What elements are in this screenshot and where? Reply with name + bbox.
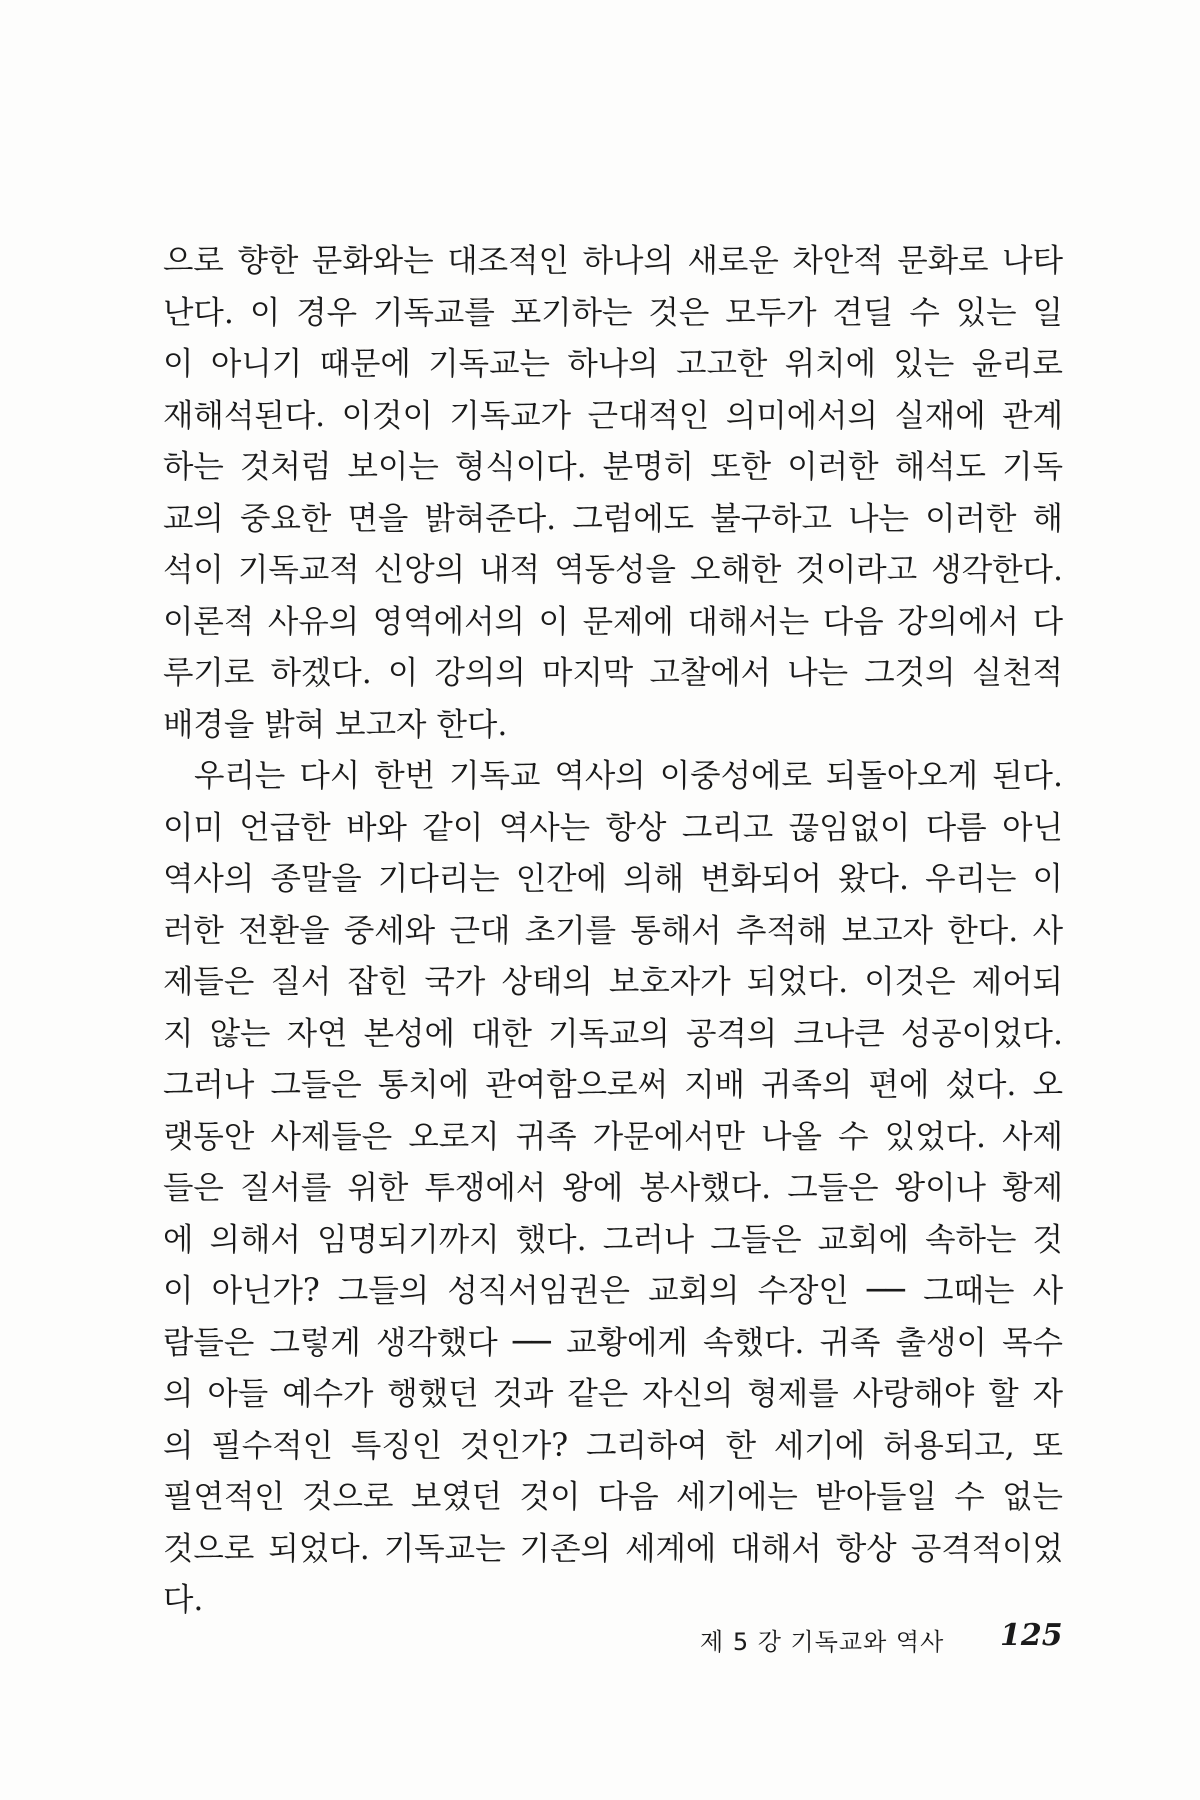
text-line: 들은 질서를 위한 투쟁에서 왕에 봉사했다. 그들은 왕이나 황제 [163, 1170, 1063, 1206]
text-line: 석이 기독교적 신앙의 내적 역동성을 오해한 것이라고 생각한다. [163, 552, 1063, 588]
text-line: 배경을 밝혀 보고자 한다. [163, 706, 508, 743]
text-line: 하는 것처럼 보이는 형식이다. 분명히 또한 이러한 해석도 기독 [163, 449, 1063, 485]
running-head: 제 5 강 기독교와 역사 [700, 1628, 945, 1656]
text-line: 루기로 하겠다. 이 강의의 마지막 고찰에서 나는 그것의 실천적 [163, 655, 1063, 691]
text-line: 으로 향한 문화와는 대조적인 하나의 새로운 차안적 문화로 나타 [163, 243, 1063, 279]
text-line: 필연적인 것으로 보였던 것이 다음 세기에는 받아들일 수 없는 [163, 1479, 1063, 1515]
text-line: 이미 언급한 바와 같이 역사는 항상 그리고 끊임없이 다름 아닌 [163, 809, 1063, 846]
text-line: 에 의해서 임명되기까지 했다. 그러나 그들은 교회에 속하는 것 [163, 1221, 1063, 1258]
text-line: 이 아니기 때문에 기독교는 하나의 고고한 위치에 있는 윤리로 [163, 346, 1063, 382]
text-line: 교의 중요한 면을 밝혀준다. 그럼에도 불구하고 나는 이러한 해 [163, 500, 1063, 537]
text-line: 다. [163, 1582, 204, 1618]
page-number: 125 [1000, 1618, 1063, 1653]
text-line: 재해석된다. 이것이 기독교가 근대적인 의미에서의 실재에 관계 [163, 397, 1063, 434]
text-line: 난다. 이 경우 기독교를 포기하는 것은 모두가 견딜 수 있는 일 [163, 294, 1063, 331]
body-text [163, 236, 1063, 1627]
text-line: 지 않는 자연 본성에 대한 기독교의 공격의 크나큰 성공이었다. [163, 1015, 1063, 1052]
text-line: 우리는 다시 한번 기독교 역사의 이중성에로 되돌아오게 된다. [194, 758, 1063, 794]
text-line: 의 아들 예수가 행했던 것과 같은 자신의 형제를 사랑해야 할 자 [163, 1376, 1063, 1412]
text-line: 이 아닌가? 그들의 성직서임권은 교회의 수장인 ── 그때는 사 [163, 1273, 1063, 1309]
text-line: 의 필수적인 특징인 것인가? 그리하여 한 세기에 허용되고, 또 [163, 1427, 1063, 1464]
text-line: 이론적 사유의 영역에서의 이 문제에 대해서는 다음 강의에서 다 [163, 603, 1063, 640]
text-line: 러한 전환을 중세와 근대 초기를 통해서 추적해 보고자 한다. 사 [163, 912, 1063, 949]
paragraph-1 [163, 236, 1063, 751]
text-line: 제들은 질서 잡힌 국가 상태의 보호자가 되었다. 이것은 제어되 [163, 964, 1063, 1000]
text-line: 역사의 종말을 기다리는 인간에 의해 변화되어 왔다. 우리는 이 [163, 861, 1063, 897]
text-line: 람들은 그렇게 생각했다 ── 교황에게 속했다. 귀족 출생이 목수 [163, 1324, 1063, 1361]
text-line: 것으로 되었다. 기독교는 기존의 세계에 대해서 항상 공격적이었 [163, 1530, 1063, 1567]
paragraph-2 [163, 751, 1063, 1627]
text-line: 랫동안 사제들은 오로지 귀족 가문에서만 나올 수 있었다. 사제 [163, 1118, 1063, 1155]
text-line: 그러나 그들은 통치에 관여함으로써 지배 귀족의 편에 섰다. 오 [163, 1067, 1063, 1103]
page-footer [0, 1618, 1200, 1672]
